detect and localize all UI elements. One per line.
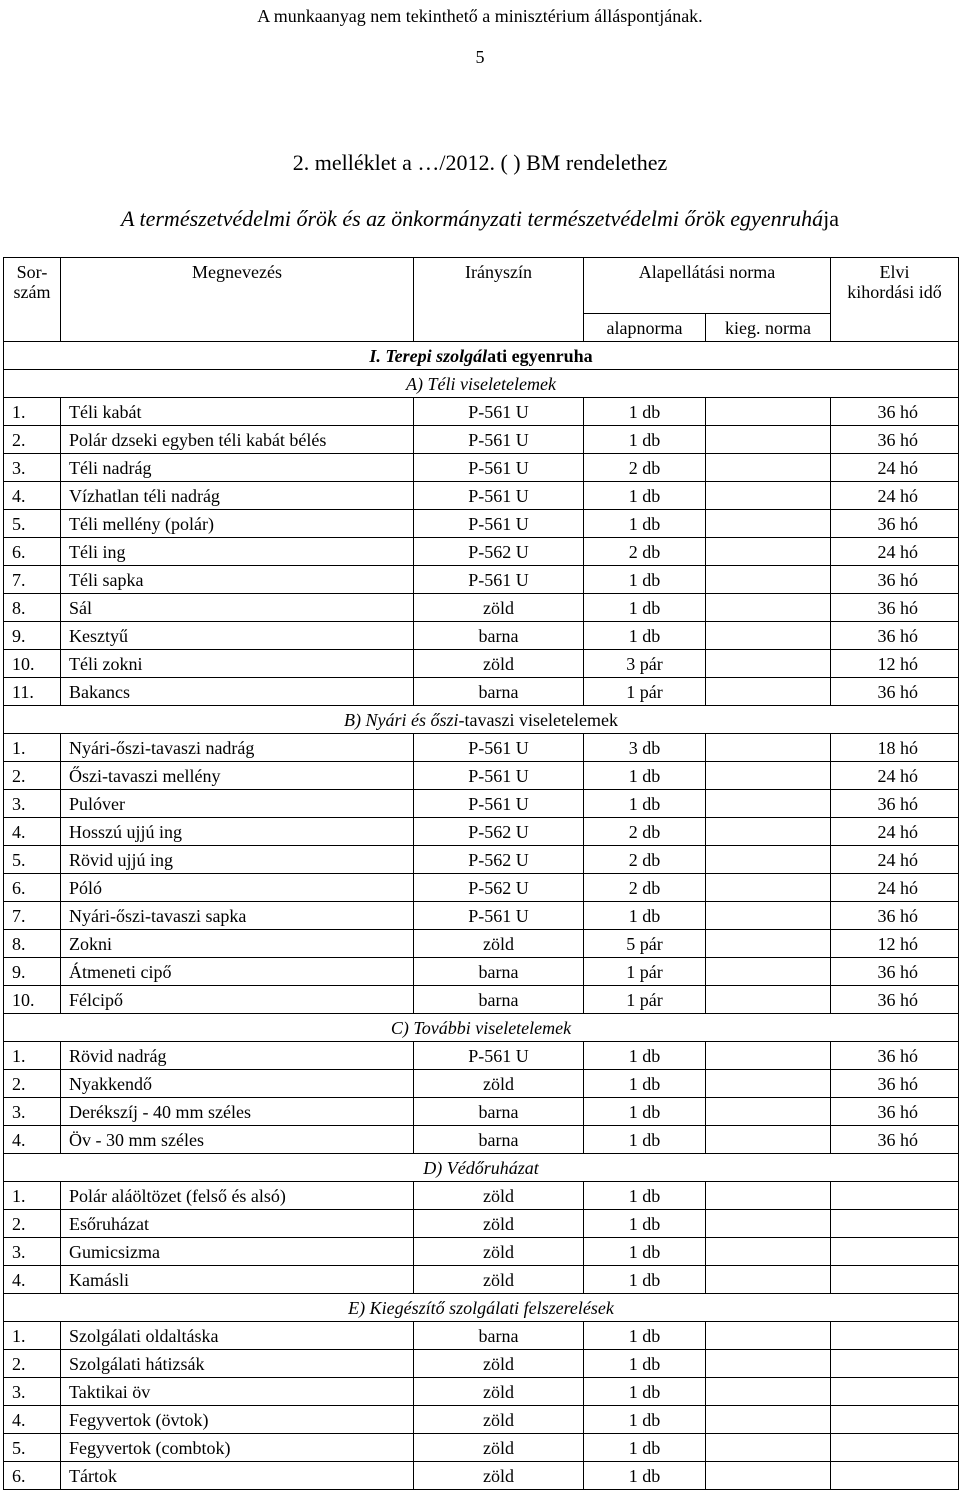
row-number: 2.: [4, 762, 61, 790]
row-number: 4.: [4, 818, 61, 846]
row-number: 8.: [4, 594, 61, 622]
item-color: P-561 U: [414, 902, 584, 930]
item-base-norm: 3 pár: [584, 650, 706, 678]
item-extra-norm: [706, 566, 831, 594]
table-row: [4, 622, 959, 650]
item-period: [831, 1434, 959, 1462]
item-extra-norm: [706, 874, 831, 902]
item-period: 24 hó: [831, 874, 959, 902]
table-row: [4, 1070, 959, 1098]
item-color: zöld: [414, 930, 584, 958]
item-base-norm: 1 db: [584, 1266, 706, 1294]
row-number: 7.: [4, 902, 61, 930]
item-extra-norm: [706, 1098, 831, 1126]
item-color: P-561 U: [414, 482, 584, 510]
item-color: P-562 U: [414, 538, 584, 566]
item-extra-norm: [706, 454, 831, 482]
group-title: A) Téli viseletelemek: [4, 370, 959, 398]
item-extra-norm: [706, 1210, 831, 1238]
item-name: Pulóver: [61, 790, 414, 818]
item-base-norm: 2 db: [584, 874, 706, 902]
item-color: barna: [414, 1098, 584, 1126]
item-base-norm: 1 db: [584, 762, 706, 790]
table-row: [4, 930, 959, 958]
table-row: [4, 1434, 959, 1462]
item-extra-norm: [706, 1462, 831, 1490]
document-title-suffix: ja: [823, 206, 840, 231]
item-base-norm: 1 db: [584, 1238, 706, 1266]
item-name: Sál: [61, 594, 414, 622]
item-base-norm: 1 db: [584, 510, 706, 538]
item-period: 12 hó: [831, 650, 959, 678]
item-period: 24 hó: [831, 818, 959, 846]
row-number: 5.: [4, 846, 61, 874]
item-name: Gumicsizma: [61, 1238, 414, 1266]
item-name: Téli kabát: [61, 398, 414, 426]
item-extra-norm: [706, 594, 831, 622]
item-period: 36 hó: [831, 398, 959, 426]
item-period: 36 hó: [831, 566, 959, 594]
item-name: Téli ing: [61, 538, 414, 566]
item-color: zöld: [414, 594, 584, 622]
item-period: [831, 1182, 959, 1210]
table-row: [4, 1406, 959, 1434]
row-number: 2.: [4, 1210, 61, 1238]
group-title: D) Védőruházat: [4, 1154, 959, 1182]
item-name: Átmeneti cipő: [61, 958, 414, 986]
item-color: zöld: [414, 1266, 584, 1294]
item-base-norm: 1 db: [584, 1070, 706, 1098]
table-row: [4, 958, 959, 986]
row-number: 5.: [4, 1434, 61, 1462]
item-color: P-561 U: [414, 510, 584, 538]
group-title: C) További viseletelemek: [4, 1014, 959, 1042]
item-extra-norm: [706, 902, 831, 930]
item-name: Téli sapka: [61, 566, 414, 594]
table-row: [4, 1098, 959, 1126]
item-name: Taktikai öv: [61, 1378, 414, 1406]
item-extra-norm: [706, 986, 831, 1014]
item-base-norm: 1 db: [584, 790, 706, 818]
item-name: Polár aláöltözet (felső és alsó): [61, 1182, 414, 1210]
table-row: [4, 874, 959, 902]
item-period: [831, 1406, 959, 1434]
item-period: [831, 1322, 959, 1350]
table-row: [4, 1126, 959, 1154]
item-period: 24 hó: [831, 538, 959, 566]
item-name: Fegyvertok (combtok): [61, 1434, 414, 1462]
item-color: P-561 U: [414, 398, 584, 426]
item-extra-norm: [706, 678, 831, 706]
item-name: Tártok: [61, 1462, 414, 1490]
item-period: 36 hó: [831, 594, 959, 622]
item-base-norm: 1 db: [584, 398, 706, 426]
item-color: P-562 U: [414, 818, 584, 846]
item-period: [831, 1378, 959, 1406]
item-color: zöld: [414, 1182, 584, 1210]
row-number: 9.: [4, 958, 61, 986]
group-heading-row: [4, 706, 959, 734]
annex-heading: 2. melléklet a …/2012. ( ) BM rendelethez: [292, 150, 668, 175]
item-base-norm: 1 db: [584, 1042, 706, 1070]
item-name: Téli nadrág: [61, 454, 414, 482]
item-period: 36 hó: [831, 958, 959, 986]
item-base-norm: 5 pár: [584, 930, 706, 958]
row-number: 6.: [4, 1462, 61, 1490]
item-name: Téli zokni: [61, 650, 414, 678]
item-extra-norm: [706, 1266, 831, 1294]
item-base-norm: 1 db: [584, 1406, 706, 1434]
document-title-main: A természetvédelmi őrök és az önkormányzati természetvédelmi őrök egyenruhá: [120, 206, 824, 231]
item-base-norm: 1 db: [584, 594, 706, 622]
row-number: 7.: [4, 566, 61, 594]
row-number: 10.: [4, 986, 61, 1014]
item-period: 36 hó: [831, 986, 959, 1014]
table-row: [4, 1378, 959, 1406]
item-name: Esőruházat: [61, 1210, 414, 1238]
table-row: [4, 678, 959, 706]
item-extra-norm: [706, 734, 831, 762]
item-extra-norm: [706, 1378, 831, 1406]
item-name: Nyári-őszi-tavaszi nadrág: [61, 734, 414, 762]
group-heading-row: [4, 1014, 959, 1042]
row-number: 3.: [4, 454, 61, 482]
item-period: 36 hó: [831, 1098, 959, 1126]
item-name: Nyakkendő: [61, 1070, 414, 1098]
item-period: [831, 1462, 959, 1490]
header-alapnorma: alapnorma: [584, 314, 706, 342]
row-number: 9.: [4, 622, 61, 650]
item-extra-norm: [706, 1182, 831, 1210]
document-title: [0, 206, 960, 232]
item-color: zöld: [414, 1238, 584, 1266]
item-color: zöld: [414, 1434, 584, 1462]
group-heading-row: [4, 1154, 959, 1182]
item-period: 24 hó: [831, 762, 959, 790]
item-base-norm: 1 db: [584, 566, 706, 594]
item-base-norm: 1 pár: [584, 986, 706, 1014]
item-color: barna: [414, 678, 584, 706]
row-number: 1.: [4, 398, 61, 426]
item-color: zöld: [414, 1070, 584, 1098]
item-name: Vízhatlan téli nadrág: [61, 482, 414, 510]
item-name: Rövid nadrág: [61, 1042, 414, 1070]
item-color: P-561 U: [414, 426, 584, 454]
item-period: 24 hó: [831, 846, 959, 874]
table-row: [4, 566, 959, 594]
table-row: [4, 1182, 959, 1210]
row-number: 4.: [4, 1406, 61, 1434]
item-extra-norm: [706, 482, 831, 510]
row-number: 10.: [4, 650, 61, 678]
row-number: 2.: [4, 1070, 61, 1098]
item-color: barna: [414, 1322, 584, 1350]
table-row: [4, 734, 959, 762]
item-extra-norm: [706, 818, 831, 846]
table-row: [4, 1266, 959, 1294]
item-extra-norm: [706, 1322, 831, 1350]
item-extra-norm: [706, 1350, 831, 1378]
item-period: 36 hó: [831, 902, 959, 930]
item-color: zöld: [414, 1462, 584, 1490]
item-name: Szolgálati hátizsák: [61, 1350, 414, 1378]
table-row: [4, 846, 959, 874]
item-name: Hosszú ujjú ing: [61, 818, 414, 846]
item-period: 18 hó: [831, 734, 959, 762]
table-row: [4, 1350, 959, 1378]
item-period: 36 hó: [831, 1070, 959, 1098]
item-period: 36 hó: [831, 622, 959, 650]
table-row: [4, 510, 959, 538]
item-base-norm: 1 db: [584, 902, 706, 930]
table-row: [4, 538, 959, 566]
header-elvi-kihordasi-ido: Elvi kihordási idő: [831, 258, 959, 342]
item-color: zöld: [414, 1406, 584, 1434]
item-color: P-561 U: [414, 790, 584, 818]
row-number: 1.: [4, 1042, 61, 1070]
table-row: [4, 1322, 959, 1350]
item-period: 36 hó: [831, 1126, 959, 1154]
item-extra-norm: [706, 1042, 831, 1070]
item-color: zöld: [414, 1378, 584, 1406]
row-number: 1.: [4, 1182, 61, 1210]
item-name: Póló: [61, 874, 414, 902]
item-base-norm: 2 db: [584, 846, 706, 874]
item-color: barna: [414, 958, 584, 986]
table-row: [4, 650, 959, 678]
item-name: Polár dzseki egyben téli kabát bélés: [61, 426, 414, 454]
item-name: Őszi-tavaszi mellény: [61, 762, 414, 790]
item-period: 36 hó: [831, 426, 959, 454]
item-extra-norm: [706, 846, 831, 874]
row-number: 3.: [4, 790, 61, 818]
item-color: zöld: [414, 1350, 584, 1378]
item-name: Szolgálati oldaltáska: [61, 1322, 414, 1350]
item-extra-norm: [706, 790, 831, 818]
item-base-norm: 1 db: [584, 1182, 706, 1210]
item-period: [831, 1350, 959, 1378]
item-base-norm: 1 pár: [584, 678, 706, 706]
header-kieg-norma: kieg. norma: [706, 314, 831, 342]
item-base-norm: 1 db: [584, 1434, 706, 1462]
row-number: 2.: [4, 1350, 61, 1378]
row-number: 11.: [4, 678, 61, 706]
item-color: barna: [414, 986, 584, 1014]
row-number: 4.: [4, 1266, 61, 1294]
header-alapellatasi-norma: Alapellátási norma: [584, 258, 831, 314]
item-extra-norm: [706, 1070, 831, 1098]
item-base-norm: 1 db: [584, 1210, 706, 1238]
item-color: P-561 U: [414, 454, 584, 482]
item-base-norm: 3 db: [584, 734, 706, 762]
group-heading-row: [4, 1294, 959, 1322]
table-row: [4, 762, 959, 790]
item-extra-norm: [706, 650, 831, 678]
item-base-norm: 2 db: [584, 818, 706, 846]
item-name: Derékszíj - 40 mm széles: [61, 1098, 414, 1126]
item-extra-norm: [706, 426, 831, 454]
item-extra-norm: [706, 1434, 831, 1462]
row-number: 4.: [4, 482, 61, 510]
row-number: 6.: [4, 874, 61, 902]
item-color: barna: [414, 1126, 584, 1154]
item-base-norm: 1 db: [584, 1462, 706, 1490]
item-name: Kamásli: [61, 1266, 414, 1294]
item-base-norm: 1 db: [584, 1098, 706, 1126]
section-heading-row: [4, 342, 959, 370]
table-row: [4, 1042, 959, 1070]
item-extra-norm: [706, 1126, 831, 1154]
item-color: P-561 U: [414, 734, 584, 762]
item-period: 36 hó: [831, 790, 959, 818]
item-name: Félcipő: [61, 986, 414, 1014]
table-row: [4, 1238, 959, 1266]
header-sorszam: Sor- szám: [4, 258, 61, 342]
row-number: 4.: [4, 1126, 61, 1154]
item-base-norm: 1 db: [584, 622, 706, 650]
header-row: [4, 258, 959, 314]
item-period: 24 hó: [831, 454, 959, 482]
row-number: 3.: [4, 1238, 61, 1266]
item-color: P-561 U: [414, 566, 584, 594]
item-base-norm: 1 db: [584, 1126, 706, 1154]
item-period: 36 hó: [831, 510, 959, 538]
row-number: 1.: [4, 1322, 61, 1350]
item-base-norm: 1 db: [584, 1378, 706, 1406]
item-extra-norm: [706, 622, 831, 650]
table-row: [4, 594, 959, 622]
uniform-table: [3, 257, 959, 1490]
item-color: zöld: [414, 650, 584, 678]
table-row: [4, 902, 959, 930]
group-heading-row: [4, 370, 959, 398]
item-color: P-561 U: [414, 1042, 584, 1070]
item-color: P-562 U: [414, 874, 584, 902]
item-base-norm: 1 db: [584, 482, 706, 510]
item-extra-norm: [706, 398, 831, 426]
row-number: 1.: [4, 734, 61, 762]
item-base-norm: 2 db: [584, 454, 706, 482]
table-row: [4, 986, 959, 1014]
table-row: [4, 790, 959, 818]
item-color: P-561 U: [414, 762, 584, 790]
item-period: 36 hó: [831, 1042, 959, 1070]
item-period: [831, 1238, 959, 1266]
item-name: Öv - 30 mm széles: [61, 1126, 414, 1154]
item-period: 36 hó: [831, 678, 959, 706]
item-extra-norm: [706, 762, 831, 790]
item-extra-norm: [706, 958, 831, 986]
item-period: [831, 1266, 959, 1294]
item-name: Téli mellény (polár): [61, 510, 414, 538]
table-row: [4, 426, 959, 454]
item-base-norm: 1 pár: [584, 958, 706, 986]
item-color: zöld: [414, 1210, 584, 1238]
table-row: [4, 1210, 959, 1238]
row-number: 6.: [4, 538, 61, 566]
header-megnevezes: Megnevezés: [61, 258, 414, 342]
item-period: 12 hó: [831, 930, 959, 958]
item-base-norm: 2 db: [584, 538, 706, 566]
item-period: 24 hó: [831, 482, 959, 510]
page-number: 5: [475, 47, 485, 67]
table-row: [4, 454, 959, 482]
item-extra-norm: [706, 538, 831, 566]
item-name: Nyári-őszi-tavaszi sapka: [61, 902, 414, 930]
item-extra-norm: [706, 1406, 831, 1434]
item-color: P-562 U: [414, 846, 584, 874]
item-extra-norm: [706, 510, 831, 538]
row-number: 2.: [4, 426, 61, 454]
item-base-norm: 1 db: [584, 426, 706, 454]
item-name: Fegyvertok (övtok): [61, 1406, 414, 1434]
group-title: E) Kiegészítő szolgálati felszerelések: [4, 1294, 959, 1322]
row-number: 3.: [4, 1378, 61, 1406]
row-number: 8.: [4, 930, 61, 958]
section-title: I. Terepi szolgálati egyenruha: [4, 342, 959, 370]
item-name: Kesztyű: [61, 622, 414, 650]
table-row: [4, 482, 959, 510]
table-row: [4, 818, 959, 846]
item-name: Zokni: [61, 930, 414, 958]
item-name: Rövid ujjú ing: [61, 846, 414, 874]
item-base-norm: 1 db: [584, 1350, 706, 1378]
disclaimer-text: A munkaanyag nem tekinthető a minisztérium álláspontjának.: [257, 6, 703, 26]
row-number: 3.: [4, 1098, 61, 1126]
item-extra-norm: [706, 930, 831, 958]
item-base-norm: 1 db: [584, 1322, 706, 1350]
header-iranyszin: Irányszín: [414, 258, 584, 342]
group-title: B) Nyári és őszi-tavaszi viseletelemek: [4, 706, 959, 734]
item-color: barna: [414, 622, 584, 650]
table-row: [4, 1462, 959, 1490]
item-name: Bakancs: [61, 678, 414, 706]
item-period: [831, 1210, 959, 1238]
item-extra-norm: [706, 1238, 831, 1266]
table-row: [4, 398, 959, 426]
row-number: 5.: [4, 510, 61, 538]
